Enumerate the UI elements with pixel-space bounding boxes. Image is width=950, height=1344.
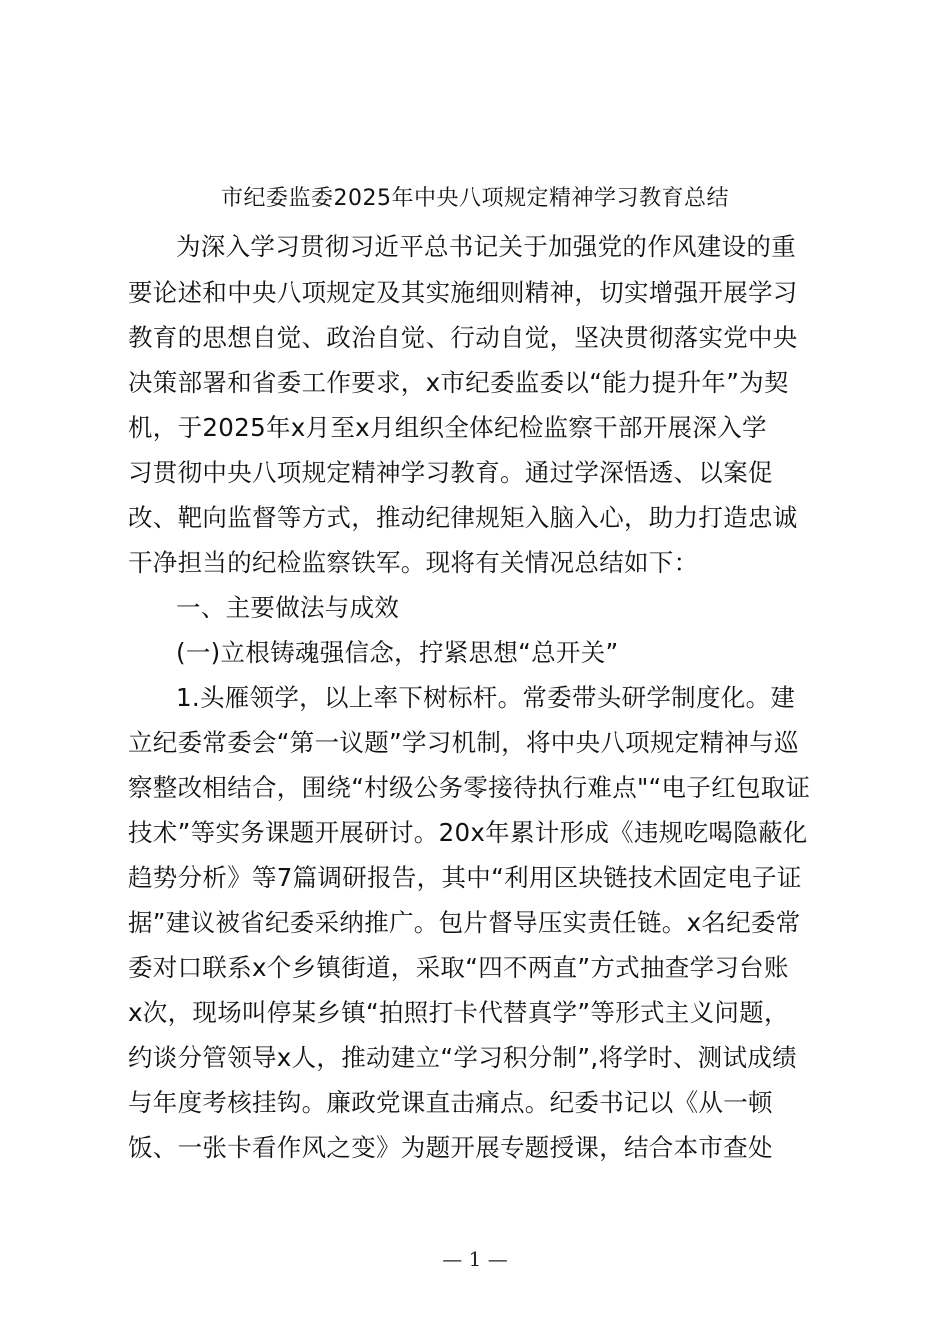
- paragraph-line: 技术”等实务课题开展研讨。20x年累计形成《违规吃喝隐蔽化: [128, 818, 808, 847]
- paragraph-line: 据”建议被省纪委采纳推广。包片督导压实责任链。x名纪委常: [128, 908, 801, 937]
- document-title: 市纪委监委2025年中央八项规定精神学习教育总结: [221, 186, 729, 211]
- paragraph-line: 委对口联系x个乡镇街道，采取“四不两直”方式抽查学习台账: [128, 953, 789, 982]
- paragraph-line: 要论述和中央八项规定及其实施细则精神，切实增强开展学习: [128, 278, 798, 307]
- paragraph-line: 趋势分析》等7篇调研报告，其中“利用区块链技术固定电子证: [128, 863, 802, 892]
- section-heading: 一、主要做法与成效: [176, 593, 400, 622]
- paragraph-line: 教育的思想自觉、政治自觉、行动自觉，坚决贯彻落实党中央: [128, 323, 798, 352]
- paragraph-line: 干净担当的纪检监察铁军。现将有关情况总结如下：: [128, 548, 699, 577]
- paragraph-line: 立纪委常委会“第一议题”学习机制，将中央八项规定精神与巡: [128, 728, 799, 757]
- paragraph-line: 饭、一张卡看作风之变》为题开展专题授课，结合本市查处: [128, 1133, 773, 1162]
- paragraph-line: 决策部署和省委工作要求，x市纪委监委以“能力提升年”为契: [128, 368, 789, 397]
- paragraph-line: x次，现场叫停某乡镇“拍照打卡代替真学”等形式主义问题，: [128, 998, 789, 1027]
- paragraph-line: 1.头雁领学，以上率下树标杆。常委带头研学制度化。建: [176, 683, 796, 712]
- subsection-heading: (一)立根铸魂强信念，拧紧思想“总开关”: [176, 638, 619, 667]
- page-number: — 1 —: [442, 1247, 508, 1271]
- paragraph-line: 与年度考核挂钩。廉政党课直击痛点。纪委书记以《从一顿: [128, 1088, 773, 1117]
- paragraph-line: 机，于2025年x月至x月组织全体纪检监察干部开展深入学: [128, 413, 767, 442]
- paragraph-line: 改、靶向监督等方式，推动纪律规矩入脑入心，助力打造忠诚: [128, 503, 798, 532]
- paragraph-line: 约谈分管领导x人，推动建立“学习积分制”,将学时、测试成绩: [128, 1043, 797, 1072]
- paragraph-line: 习贯彻中央八项规定精神学习教育。通过学深悟透、以案促: [128, 458, 773, 487]
- paragraph-line: 为深入学习贯彻习近平总书记关于加强党的作风建设的重: [176, 232, 796, 261]
- paragraph-line: 察整改相结合，围绕“村级公务零接待执行难点"“电子红包取证: [128, 773, 811, 802]
